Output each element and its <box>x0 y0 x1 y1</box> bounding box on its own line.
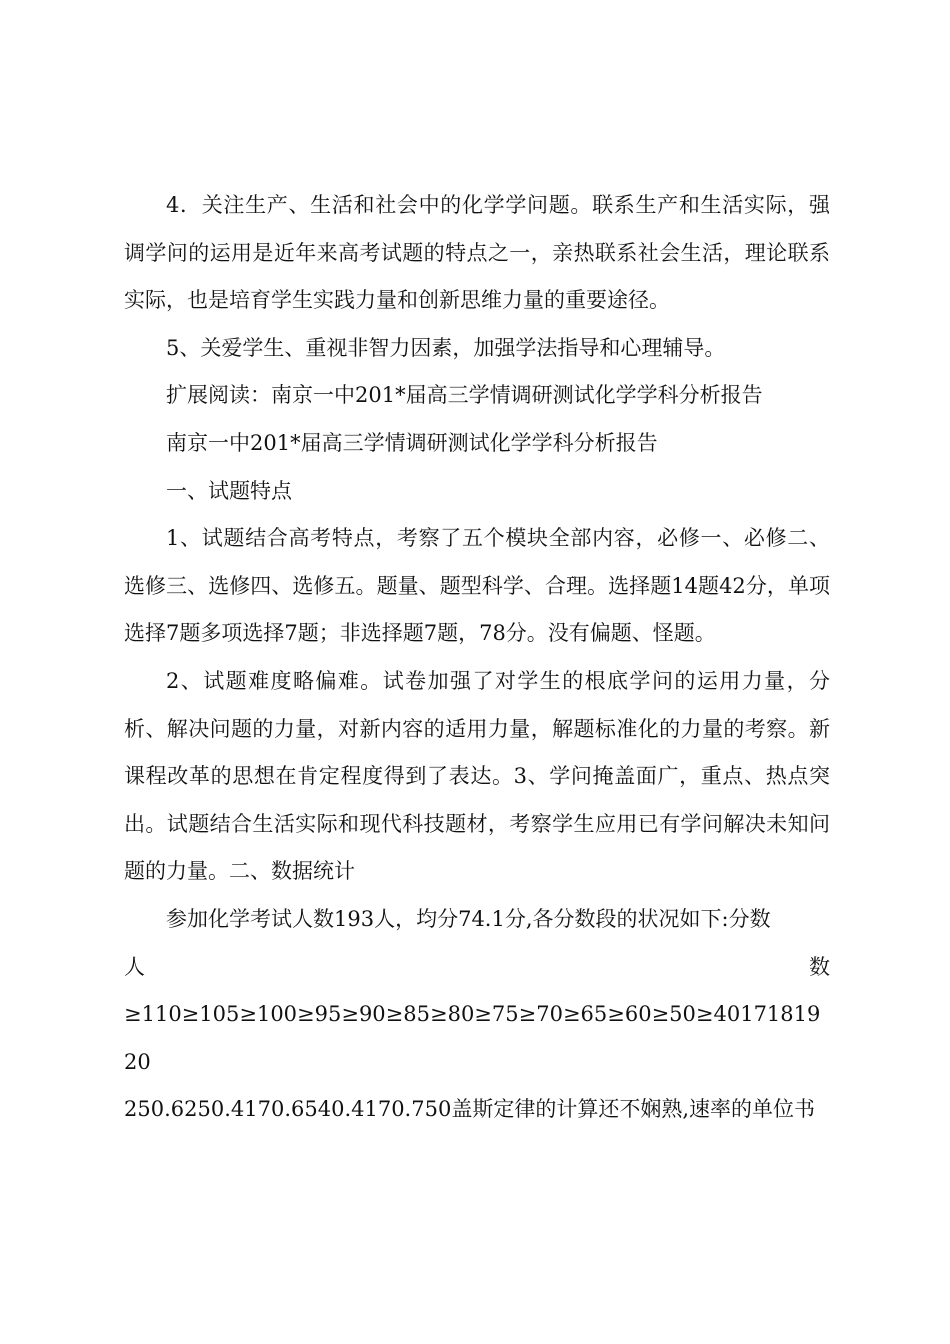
paragraph-item-4: 4．关注生产、生活和社会中的化学学问题。联系生产和生活实际，强调学问的运用是近年来高考试题的特点之一，亲热联系社会生活，理论联系实际，也是培育学生实践力量和创新思维力量的重要途径。 <box>124 193 830 313</box>
section-heading-features: 一、试题特点 <box>166 478 292 503</box>
paragraph-statistics-intro: 参加化学考试人数193人，均分74.1分,各分数段的状况如下:分数 <box>166 906 771 931</box>
document-page <box>124 182 830 1134</box>
table-row-percentages: 250.6250.4170.6540.4170.750盖斯定律的计算还不娴熟,速率的单位书 <box>124 1097 815 1122</box>
report-title: 南京一中201*届高三学情调研测试化学学科分析报告 <box>166 430 658 455</box>
table-row-scores: ≥110≥105≥100≥95≥90≥85≥80≥75≥70≥65≥60≥50≥4017181920 <box>124 1002 821 1074</box>
paragraph-feature-2: 2、试题难度略偏难。试卷加强了对学生的根底学问的运用力量，分析、解决问题的力量，对新内容的适用力量，解题标准化的力量的考察。新课程改革的思想在肯定程度得到了表达。3、学问掩盖面广，重点、热点突出。试题结合生活实际和现代科技题材，考察学生应用已有学问解决未知问题的力量。二、数据统计 <box>124 668 830 884</box>
paragraph-feature-1: 1、试题结合高考特点，考察了五个模块全部内容，必修一、必修二、选修三、选修四、选修五。题量、题型科学、合理。选择题14题42分，单项选择7题多项选择7题；非选择题7题，78分。没有偏题、怪题。 <box>124 526 830 646</box>
extended-reading-line: 扩展阅读：南京一中201*届高三学情调研测试化学学科分析报告 <box>166 383 763 408</box>
table-header-line: 人 数 <box>124 954 830 979</box>
paragraph-item-5: 5、关爱学生、重视非智力因素，加强学法指导和心理辅导。 <box>166 335 726 360</box>
